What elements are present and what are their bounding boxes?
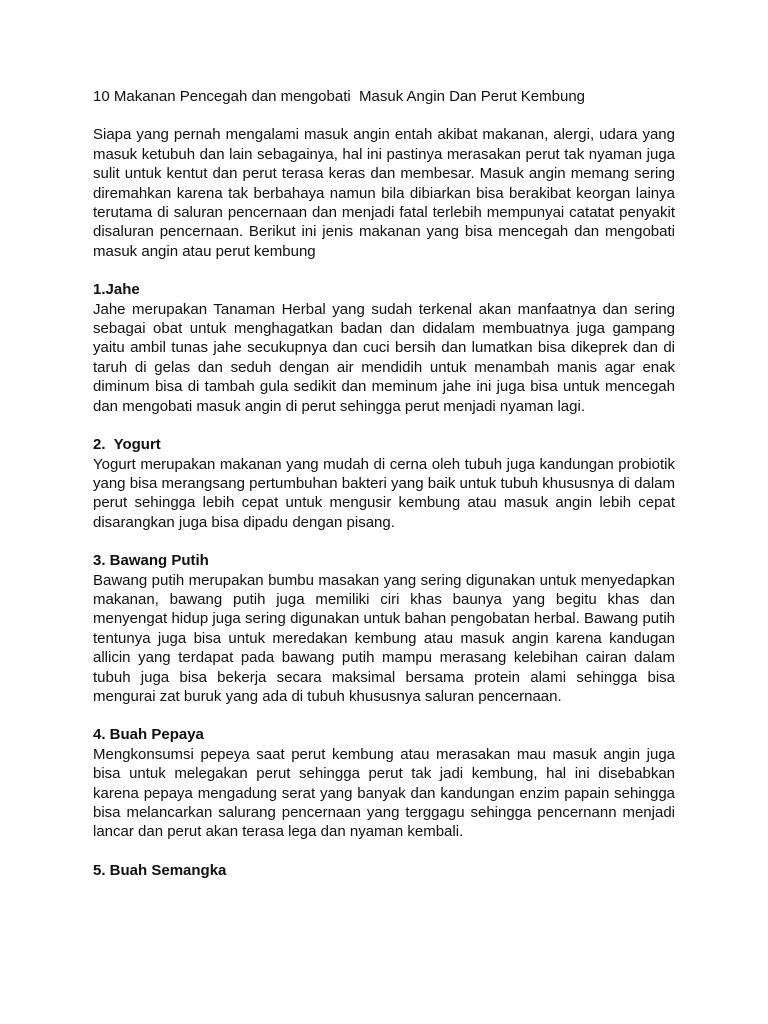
section-yogurt [93, 435, 675, 532]
section-heading: 2. Yogurt [93, 436, 161, 454]
section-buah-semangka [93, 861, 675, 880]
section-heading: 3. Bawang Putih [93, 552, 209, 570]
section-jahe [93, 280, 675, 416]
intro-paragraph: Siapa yang pernah mengalami masuk angin entah akibat makanan, alergi, udara yang masuk ketubuh dan lain sebagainya, hal ini pastinya merasakan perut tak nyaman juga sulit untuk kentut dan perut terasa keras dan membesar. Masuk angin memang sering diremahkan karena tak berbahaya namun bila dibiarkan bisa berakibat keorgan lainya terutama di saluran pencernaan dan menjadi fatal terlebih mempunyai catatat penyakit disaluran pencernaan. Berikut ini jenis makanan yang bisa mencegah dan mengobati masuk angin atau perut kembung [93, 126, 675, 260]
section-body: Bawang putih merupakan bumbu masakan yang sering digunakan untuk menyedapkan makanan, bawang putih juga memiliki ciri khas baunya yang begitu khas dan menyengat hidup juga sering digunakan untuk bahan pengobatan herbal. Bawang putih tentunya juga bisa untuk meredakan kembung atau masuk angin karena kandugan allicin yang terdapat pada bawang putih mampu merasang kelebihan cairan dalam tubuh juga bisa bekerja secara maksimal bersama protein alami sehingga bisa mengurai zat buruk yang ada di tubuh khususnya saluran pencernaan. [93, 571, 675, 705]
section-body: Yogurt merupakan makanan yang mudah di cerna oleh tubuh juga kandungan probiotik yang bisa merangsang pertumbuhan bakteri yang baik untuk tubuh khususnya di dalam perut sehingga lebih cepat untuk mengusir kembung atau masuk angin lebih cepat disarangkan juga bisa dipadu dengan pisang. [93, 455, 675, 531]
document-title: 10 Makanan Pencegah dan mengobati Masuk Angin Dan Perut Kembung [93, 88, 585, 105]
section-heading: 4. Buah Pepaya [93, 726, 204, 744]
section-body: Mengkonsumsi pepeya saat perut kembung atau merasakan mau masuk angin juga bisa untuk melegakan perut sehingga perut tak jadi kembung, hal ini disebabkan karena pepaya mengadung serat yang banyak dan kandungan enzim papain sehingga bisa melancarkan salurang pencernaan yang terggagu sehingga pencernann menjadi lancar dan perut akan terasa lega dan nyaman kembali. [93, 745, 675, 841]
section-body: Jahe merupakan Tanaman Herbal yang sudah terkenal akan manfaatnya dan sering sebagai obat untuk menghagatkan badan dan didalam membuatnya juga gampang yaitu ambil tunas jahe secukupnya dan cuci bersih dan lumatkan bisa dikeprek dan di taruh di gelas dan seduh dengan air mendidih untuk menambah manis agar enak diminum bisa di tambah gula sedikit dan meminum jahe ini juga bisa untuk mencegah dan mengobati masuk angin di perut sehingga perut menjadi nyaman lagi. [93, 300, 675, 415]
section-heading: 1.Jahe [93, 281, 140, 299]
section-buah-pepaya [93, 725, 675, 841]
section-heading: 5. Buah Semangka [93, 861, 227, 879]
document-page [93, 87, 675, 899]
section-bawang-putih [93, 551, 675, 706]
